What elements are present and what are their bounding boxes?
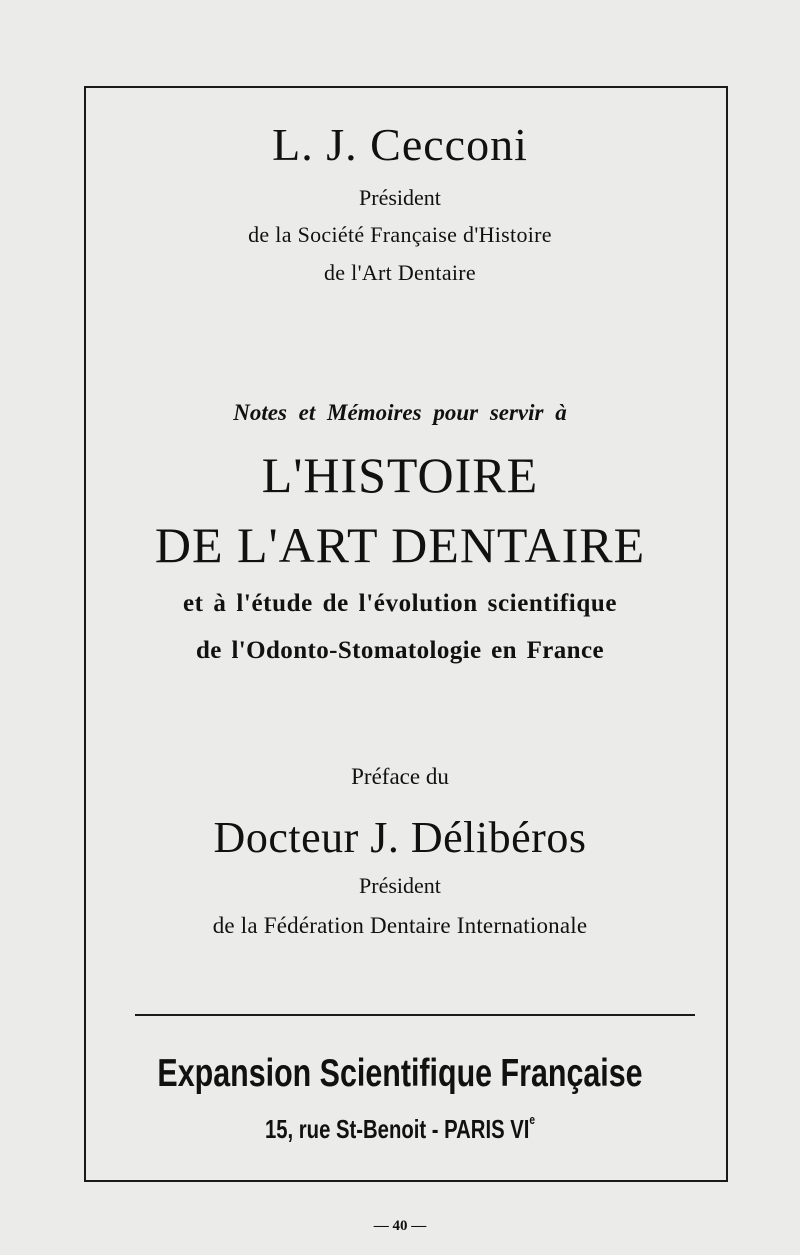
work-intro: Notes et Mémoires pour servir à <box>233 400 567 425</box>
publisher-address-superscript: e <box>529 1112 536 1127</box>
divider <box>135 1014 695 1016</box>
ad-frame <box>84 86 728 1182</box>
work-title-line-1: L'HISTOIRE <box>261 447 539 503</box>
preface-author-organization: de la Fédération Dentaire Internationale <box>212 913 588 938</box>
work-subtitle-line-2: de l'Odonto-Stomatologie en France <box>196 637 604 664</box>
preface-label: Préface du <box>351 764 449 789</box>
author-title: Président <box>359 185 441 210</box>
publisher-address-text: 15, rue St-Benoit - PARIS VI <box>264 1114 530 1144</box>
author-society-line-1: de la Société Française d'Histoire <box>248 222 552 247</box>
work-subtitle-line-1: et à l'étude de l'évolution scientifique <box>182 590 618 617</box>
publisher-name: Expansion Scientifique Française <box>157 1052 643 1095</box>
author-society-line-2: de l'Art Dentaire <box>324 260 476 285</box>
author-name: L. J. Cecconi <box>272 119 528 170</box>
page-number: — 40 — <box>373 1218 427 1234</box>
preface-author-role: Président <box>359 873 441 898</box>
preface-author-name: Docteur J. Délibéros <box>213 813 587 862</box>
work-title-line-2: DE L'ART DENTAIRE <box>154 517 646 573</box>
publisher-address <box>88 1114 712 1145</box>
